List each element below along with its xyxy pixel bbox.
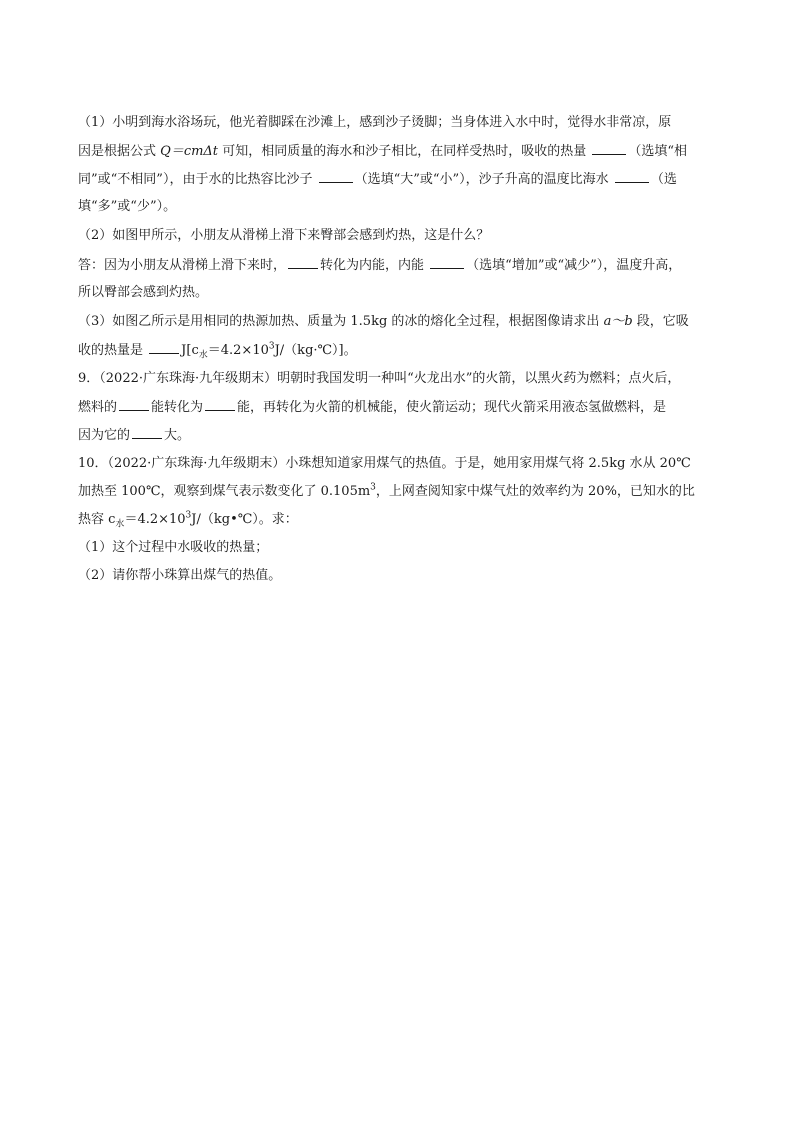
text: 10．（2022·广东珠海·九年级期末）小珠想知道家用煤气的热值。于是，她用家用煤气将 2.5kg 水从 20℃ <box>78 456 691 471</box>
text: 大。 <box>164 428 191 443</box>
text: 能转化为 <box>151 400 204 415</box>
text: 同”或“不相同”），由于水的比热容比沙子 <box>78 172 313 187</box>
text: （2）如图甲所示，小朋友从滑梯上滑下来臀部会感到灼热，这是什么？ <box>78 228 490 243</box>
text: ，上网查阅知家中煤气灶的效率约为 20%，已知水的比 <box>375 484 695 499</box>
q8-part2-question <box>78 226 718 246</box>
q9-line2 <box>78 397 718 417</box>
q10-line2 <box>78 482 718 502</box>
q8-part1-line1 <box>78 113 718 133</box>
q10-subquestion-2 <box>78 566 718 586</box>
text: 9．（2022·广东珠海·九年级期末）明朝时我国发明一种叫“火龙出水”的火箭，以黑火药为燃料；点火后， <box>78 371 681 386</box>
answer-blank[interactable] <box>205 397 235 411</box>
q8-part3-line2 <box>78 340 718 360</box>
superscript: 3 <box>268 341 275 352</box>
answer-blank[interactable] <box>319 169 353 183</box>
text: ＝4.2×10 <box>207 343 269 358</box>
q8-part1-line2 <box>78 141 718 161</box>
superscript: 3 <box>185 510 192 521</box>
formula: Q＝cmΔt <box>160 144 219 159</box>
answer-blank[interactable] <box>615 169 649 183</box>
text: 加热至 100℃，观察到煤气表示数变化了 0.105m <box>78 484 371 499</box>
answer-blank[interactable] <box>430 255 464 269</box>
text: ＝4.2×10 <box>124 512 186 527</box>
text: 因是根据公式 <box>78 144 157 159</box>
answer-blank[interactable] <box>592 141 626 155</box>
subscript: 水 <box>115 519 125 530</box>
answer-blank[interactable] <box>288 255 318 269</box>
text: J/（kg·℃）]。 <box>274 343 357 358</box>
answer-blank[interactable] <box>119 397 149 411</box>
q10-line1 <box>78 454 718 474</box>
q10-subquestion-1 <box>78 538 718 558</box>
text: J[c <box>181 343 199 358</box>
text: 收的热量是 <box>78 343 144 358</box>
subscript: 水 <box>198 350 208 361</box>
text: 因为它的 <box>78 428 131 443</box>
superscript: 3 <box>370 482 376 493</box>
text: 热容 c <box>78 512 116 527</box>
text: 能，再转化为火箭的机械能，使火箭运动；现代火箭采用液态氢做燃料，是 <box>237 400 667 415</box>
q8-part2-answer-line2 <box>78 283 718 303</box>
answer-blank[interactable] <box>149 340 179 354</box>
text: 所以臀部会感到灼热。 <box>78 285 209 300</box>
text: J/（kg•℃）。求： <box>191 512 298 527</box>
q9-line3 <box>78 425 718 445</box>
text: 答：因为小朋友从滑梯上滑下来时， <box>78 258 287 273</box>
q8-part2-answer-line1 <box>78 255 718 275</box>
text: 段，它吸 <box>636 314 689 329</box>
text: 填“多”或“少”）。 <box>78 199 177 214</box>
q9-line1 <box>78 369 718 389</box>
q8-part3-line1 <box>78 312 718 332</box>
answer-blank[interactable] <box>132 425 162 439</box>
document-page <box>78 113 718 586</box>
text: （2）请你帮小珠算出煤气的热值。 <box>78 568 282 583</box>
text: （1）这个过程中水吸收的热量； <box>78 540 269 555</box>
q8-part1-line4 <box>78 197 718 217</box>
text: （选填“增加”或“减少”），温度升高， <box>466 258 682 273</box>
segment-label: a～b <box>603 314 633 329</box>
text: （1）小明到海水浴场玩，他光着脚踩在沙滩上，感到沙子烫脚；当身体进入水中时，觉得水非常凉，原 <box>78 115 672 130</box>
text: （选 <box>650 172 677 187</box>
text: 燃料的 <box>78 400 118 415</box>
text: 可知，相同质量的海水和沙子相比，在同样受热时，吸收的热量 <box>222 144 587 159</box>
text: （3）如图乙所示是用相同的热源加热、质量为 1.5kg 的冰的熔化全过程，根据图像请求出 <box>78 314 600 329</box>
text: （选填“大”或“小”），沙子升高的温度比海水 <box>354 172 609 187</box>
q8-part1-line3 <box>78 169 718 189</box>
q10-line3 <box>78 510 718 530</box>
text: （选填“相 <box>628 144 687 159</box>
text: 转化为内能，内能 <box>320 258 425 273</box>
